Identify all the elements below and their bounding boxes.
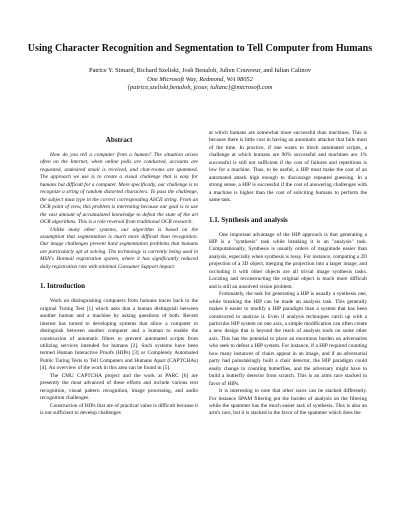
paper-title: Using Character Recognition and Segmentation to Tell Computer from Humans: [27, 43, 373, 54]
author-list: Patrice Y. Simard, Richard Szeliski, Josh Benaloh, Julien Couvreur, and Iulian Calinov: [89, 67, 311, 74]
abstract-section: [40, 136, 198, 271]
body-paragraph: One important advantage of the HIP approach is that generating a HIP is a "synthesis" task while breaking it is an "analysis" task. Computationally, Synthesis is usually orders of magnitude easier than analysis, especially when synthesis is lossy. For instance, computing a 2D projection of a 3D object, merging the projection into a larger image, and occluding it with other objects are all trivial image synthesis tasks. Locating and reconstructing the original object is much more difficult and is still an unsolved vision problem.: [209, 231, 368, 290]
author-emails: {patrice,szeliski,benaloh, jcouv, iulianc}@microsoft.com: [127, 84, 273, 91]
body-paragraph: at which humans are somewhat more successful than machines. This is because there is little cost in having an automatic attacker that fails most of the time. In practice, if one wants to block automated scripts, a challenge at which humans are 90% successful and machines are 1% successful is still not sufficient if the cost of failures and repetitions is low for a machine. Thus, to be useful, a HIP must make the cost of an automated attack high enough to discourage repeated guessing. In a strong sense, a HIP is successful if the cost of answering challenges with a machine is higher than the cost of soliciting humans to perform the same task.: [209, 130, 367, 204]
left-column: [40, 136, 198, 418]
body-paragraph: Construction of HIPs that are of practical value is difficult because it is not sufficient to develop challenges: [40, 402, 198, 417]
affiliation-address: One Microsoft Way, Redmond, WA 98052: [147, 75, 253, 83]
abstract-paragraph: Unlike many other systems, our algorithm is based on the assumption that segmentation is much more difficult than recognition. Our image challenges prevent hard segmentation problems that humans are particularly apt at solving. The technology is currently being used in MSN's Hotmail registration system, where it has significantly reduced daily registration rate with minimal Consumer Support impact.: [40, 226, 198, 270]
abstract-heading: Abstract: [105, 136, 133, 144]
right-column: [209, 130, 367, 418]
section-heading-synthesis: 1.1. Synthesis and analysis: [209, 215, 288, 224]
body-paragraph: It is interesting to note that other races can be stacked differently. For instance SPAM filtering put the burden of analysis on the filtering while the spammer has the much easier task of synthesis. This is also an arm's race, but it is stacked in the favor of the spammer which does the: [209, 388, 367, 417]
body-paragraph: The CMU CAPTCHA project and the work at PARC [6] are presently the most advanced of these efforts and include various text recognition, visual pattern recognition, image processing, and audio recognition challenges.: [40, 372, 198, 402]
body-paragraph: Fortunately, the task for generating a HIP is usually a synthesis one, while breaking the HIP can be made an analysis task. This generally makes it easier to modify a HIP paradigm than a system that has been constructed to analyze it. Even if analysis techniques catch up with a particular HIP system on one axis, a simple modification can often create a new design that is beyond the reach of analysis tools on some other axis. This has the potential to place an enormous burden on adversaries who seek to defeat a HIP system. For instance, if a HIP required counting how many instances of chairs appear in an image, and if an adversarial party had painstakingly built a chair detector, the HIP paradigm could easily change to counting butterflies, and the adversary might have to build a butterfly detector from scratch. This is an arms race stacked in favor of HIPs.: [209, 291, 367, 387]
abstract-paragraph: How do you tell a computer from a human? The situation arises often on the Internet, when online polls are conducted, accounts are requested, undesired email is received, and chat-rooms are spammed. The approach we use is to create a visual challenge that is easy for humans but difficult for a computer. More specifically, our challenge is to recognize a string of random distorted characters. To pass the challenge, the subject must type in the correct corresponding ASCII string. From an OCR point of view, this problem is interesting because our goal is to use the vast amount of accumulated knowledge to defeat the state of the art OCR algorithms. This is a role reversal from traditional OCR research.: [40, 152, 198, 226]
section-heading-introduction: 1. Introduction: [40, 282, 85, 291]
author-block: [0, 67, 400, 93]
body-paragraph: Work on distinguishing computers from humans traces back to the original Turing Test [1] which asks that a human distinguish between another human and a machine by asking questions of both. Recent interest has turned to developing systems that allow a computer to distinguish between another computer and a human to enable the construction of automatic filters to prevent automated scripts from utilizing services intended for humans [2]. Such systems have been termed Human Interactive Proofs (HIPs) [3] or Completely Automated Public Turing Tests to Tell Computers and Humans Apart (CAPTCHAs) [4]. An overview of the work in this area can be found in [5].: [40, 298, 198, 372]
